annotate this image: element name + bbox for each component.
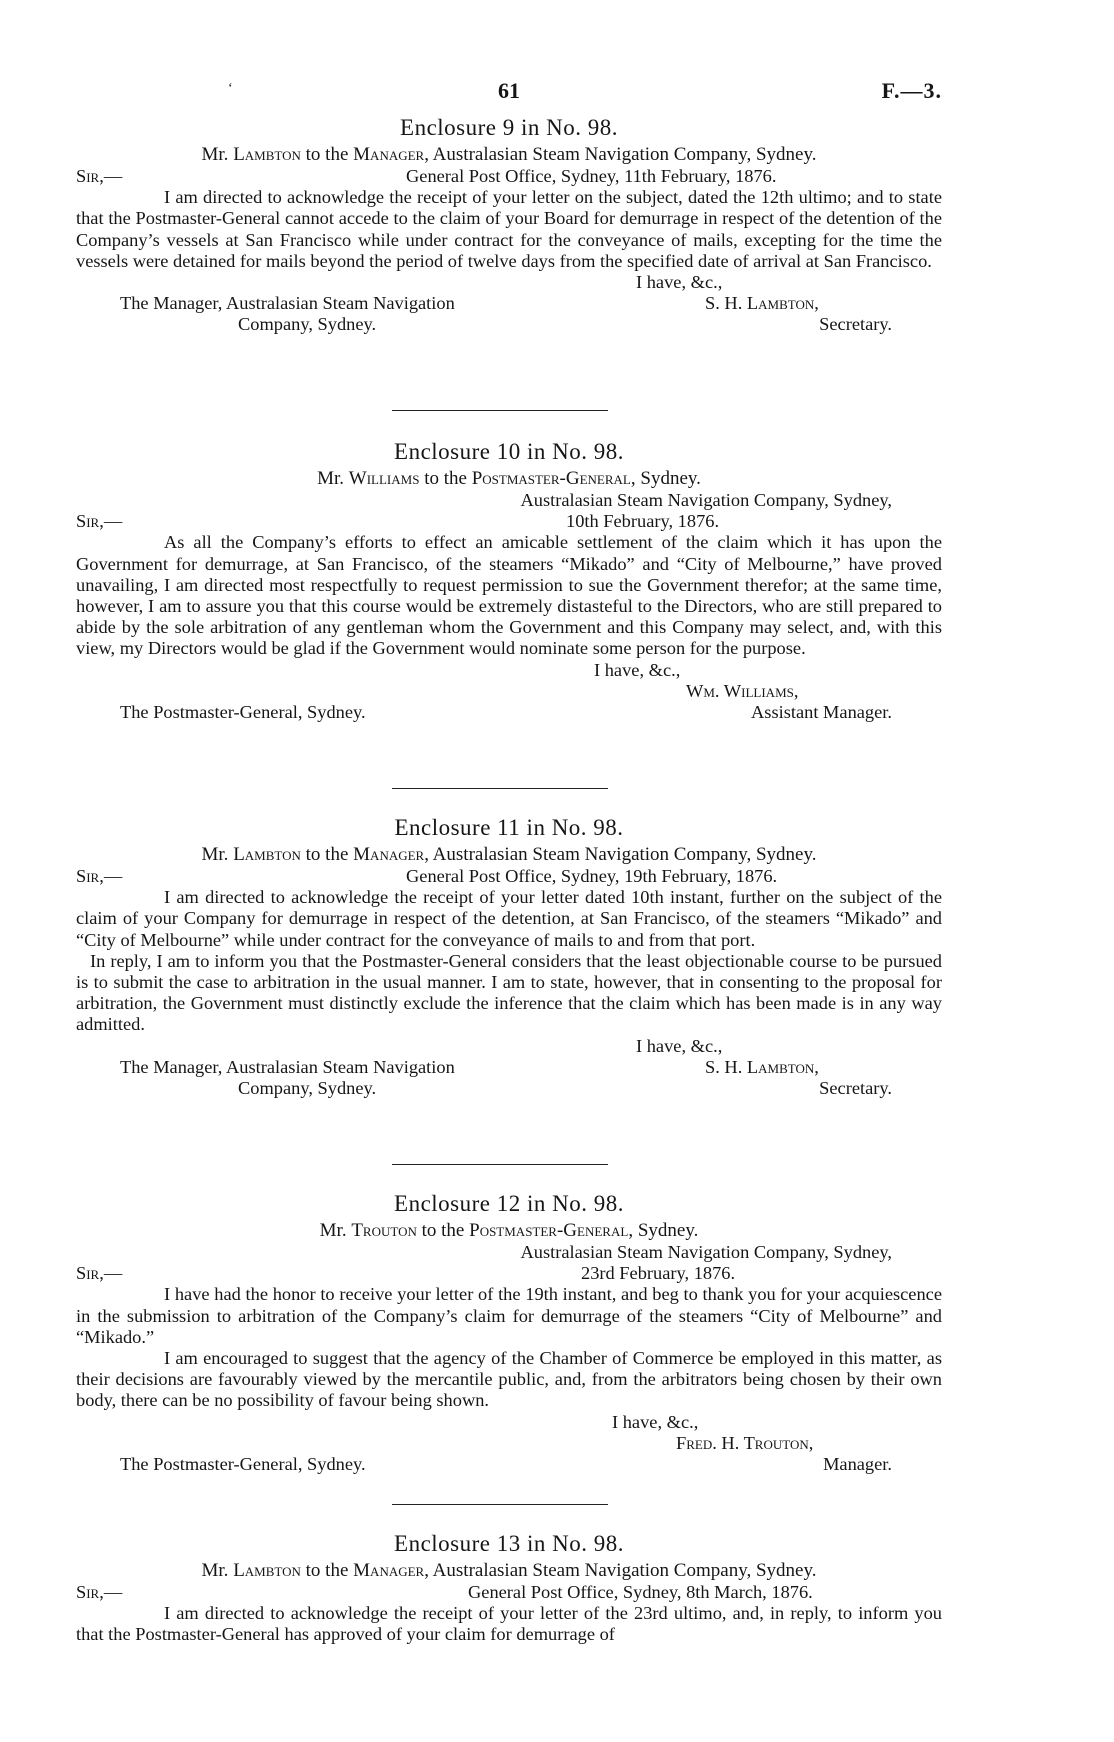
enclosure-title: Enclosure 11 in No. 98.: [394, 815, 624, 840]
heading-connector: to the: [416, 1220, 470, 1241]
heading-connector: to the: [300, 844, 354, 865]
letter-body-2: I am encouraged to suggest that the agency of the Chamber of Commerce be employed in this matter, as their decisions are favourably viewed by the mercantile public, and, from the arbitrators being chosen by their own body, there can be no possibility of favour being shown.: [76, 1348, 942, 1411]
heading-connector: to the: [300, 144, 354, 165]
addressee-line: The Postmaster-General, Sydney.: [120, 1454, 366, 1474]
enclosure-13: [76, 1530, 942, 1646]
sender-name: Williams: [348, 468, 420, 489]
heading-suffix: , Australasian Steam Navigation Company, Sydney.: [424, 844, 817, 865]
address-line: [76, 166, 942, 187]
letter-body-2: In reply, I am to inform you that the Postmaster-General considers that the least objectionable course to be pursued is to submit the case to arbitration in the usual manner. I am to state, however, that in consenting to the proposal for arbitration, the Government must distinctly exclude the inference that the claim which has been made is in any way admitted.: [76, 950, 942, 1035]
heading-prefix: Mr.: [201, 844, 234, 865]
letter-heading: [76, 1560, 942, 1582]
address-block: [76, 490, 942, 532]
heading-connector: to the: [419, 468, 472, 489]
place-line-1: Australasian Steam Navigation Company, Sydney,: [520, 490, 892, 510]
salutation: Sir,—: [76, 1263, 123, 1284]
enclosure-title: Enclosure 13 in No. 98.: [394, 1531, 624, 1556]
salutation: Sir,—: [76, 166, 123, 186]
section-divider: [392, 788, 608, 789]
section-divider: [392, 1164, 608, 1165]
signatory-name: Fred. H. Trouton,: [676, 1432, 814, 1453]
section-divider: [392, 410, 608, 411]
paper-code: F.—3.: [881, 78, 942, 103]
enclosure-12: [76, 1190, 942, 1475]
enclosure-title: Enclosure 9 in No. 98.: [400, 115, 618, 140]
page-number: 61: [498, 78, 520, 103]
place-line-2: 23rd February, 1876.: [581, 1263, 736, 1284]
closing: I have, &c.,: [594, 659, 681, 680]
letter-body-1: I am directed to acknowledge the receipt of your letter dated 10th instant, further on the subject of the claim of your Company for demurrage in respect of the detention, at San Francisco, of the steamers “Mikado” and “City of Melbourne” while under contract for the conveyance of mails to and from that port.: [76, 887, 942, 950]
enclosure-10: [76, 438, 942, 723]
heading-prefix: Mr.: [319, 1220, 352, 1241]
recipient-office: Manager: [353, 1560, 425, 1581]
place-date: General Post Office, Sydney, 11th February, 1876.: [406, 166, 777, 186]
addressee-line-1: The Manager, Australasian Steam Navigation: [120, 1056, 455, 1077]
enclosure-9: [76, 114, 942, 336]
signatory-initials: S. H.: [705, 1056, 747, 1077]
letter-body-1: I have had the honor to receive your letter of the 19th instant, and beg to thank you for your acquiescence in the submission to arbitration of the Company’s claim for demurrage of the steamers “City of Melbourne” and “Mikado.”: [76, 1284, 942, 1347]
enclosure-title: Enclosure 10 in No. 98.: [394, 439, 624, 464]
heading-prefix: Mr.: [201, 144, 234, 165]
addressee-line-1: The Manager, Australasian Steam Navigation: [120, 293, 455, 314]
sender-name: Lambton: [233, 144, 301, 165]
enclosure-title: Enclosure 12 in No. 98.: [394, 1191, 624, 1216]
signatory-initials: S. H.: [705, 293, 747, 314]
sender-name: Lambton: [233, 1560, 301, 1581]
letter-heading: [76, 1220, 942, 1242]
signature-block: [76, 1433, 942, 1475]
addressee-line-2: Company, Sydney.: [238, 314, 377, 335]
signatory-name: Wm. Williams,: [686, 680, 799, 701]
closing: I have, &c.,: [612, 1411, 699, 1432]
salutation: Sir,—: [76, 866, 123, 886]
letter-body: I am directed to acknowledge the receipt of your letter of the 23rd ultimo, and, in reply, to inform you that the Postmaster-General has approved of your claim for demurrage of: [76, 1603, 942, 1645]
place-date: General Post Office, Sydney, 8th March, 1876.: [468, 1582, 813, 1602]
heading-prefix: Mr.: [317, 468, 349, 489]
place-line-1: Australasian Steam Navigation Company, Sydney,: [520, 1242, 892, 1262]
heading-suffix: , Sydney.: [630, 468, 701, 489]
section-divider: [392, 1504, 608, 1505]
address-line: [76, 1582, 942, 1603]
signatory: [705, 1057, 819, 1078]
salutation: Sir,—: [76, 1582, 123, 1602]
signature-block: [76, 681, 942, 723]
heading-connector: to the: [300, 1560, 354, 1581]
heading-suffix: , Australasian Steam Navigation Company, Sydney.: [424, 1560, 817, 1581]
letter-heading: [76, 144, 942, 166]
recipient-office: Manager: [353, 844, 425, 865]
place-line-2: 10th February, 1876.: [566, 511, 720, 532]
signatory-name: Lambton,: [746, 293, 819, 314]
recipient-office: Postmaster-General: [471, 468, 631, 489]
signatory-title: Manager.: [823, 1454, 892, 1474]
sender-name: Lambton: [233, 844, 301, 865]
closing: I have, &c.,: [636, 1035, 723, 1056]
stray-mark: ‘: [228, 81, 233, 96]
signatory: [705, 293, 819, 314]
signatory-name: Lambton,: [746, 1056, 819, 1077]
closing: I have, &c.,: [636, 272, 723, 292]
enclosure-11: [76, 814, 942, 1099]
heading-suffix: , Sydney.: [628, 1220, 699, 1241]
signatory-title: Assistant Manager.: [751, 702, 892, 722]
letter-body: As all the Company’s efforts to effect an amicable settlement of the claim which it has upon the Government for demurrage, at San Francisco, of the steamers “Mikado” and “City of Melbourne,” have proved unavailing, I am directed most respectfully to request permission to sue the Government therefor; at the same time, however, I am to assure you that this course would be extremely distasteful to the Directors, who are still prepared to abide by the sole arbitration of any gentleman whom the Government and this Company may select, and, with this view, my Directors would be glad if the Government would nominate some person for the purpose.: [76, 532, 942, 659]
sender-name: Trouton: [351, 1220, 417, 1241]
signature-block: [76, 1057, 942, 1099]
signatory-title: Secretary.: [819, 314, 892, 335]
addressee-line: The Postmaster-General, Sydney.: [120, 702, 366, 722]
heading-suffix: , Australasian Steam Navigation Company, Sydney.: [424, 144, 817, 165]
recipient-office: Postmaster-General: [469, 1220, 629, 1241]
recipient-office: Manager: [353, 144, 425, 165]
signature-block: [76, 293, 942, 335]
address-block: [76, 1242, 942, 1284]
letter-body: I am directed to acknowledge the receipt of your letter on the subject, dated the 12th ultimo; and to state that the Postmaster-General cannot accede to the claim of your Board for demurrage in respect of the detention of the Company’s vessels at San Francisco while under contract for the conveyance of mails, excepting for the time the vessels were detained for mails beyond the period of twelve days from the specified date of arrival at San Francisco.: [76, 187, 942, 271]
heading-prefix: Mr.: [201, 1560, 234, 1581]
addressee-line-2: Company, Sydney.: [238, 1078, 377, 1098]
address-line: [76, 866, 942, 887]
place-date: General Post Office, Sydney, 19th February, 1876.: [406, 866, 778, 886]
letter-heading: [76, 468, 942, 490]
salutation: Sir,—: [76, 511, 123, 532]
letter-heading: [76, 844, 942, 866]
signatory-title: Secretary.: [819, 1078, 892, 1098]
page-header: [76, 80, 942, 110]
